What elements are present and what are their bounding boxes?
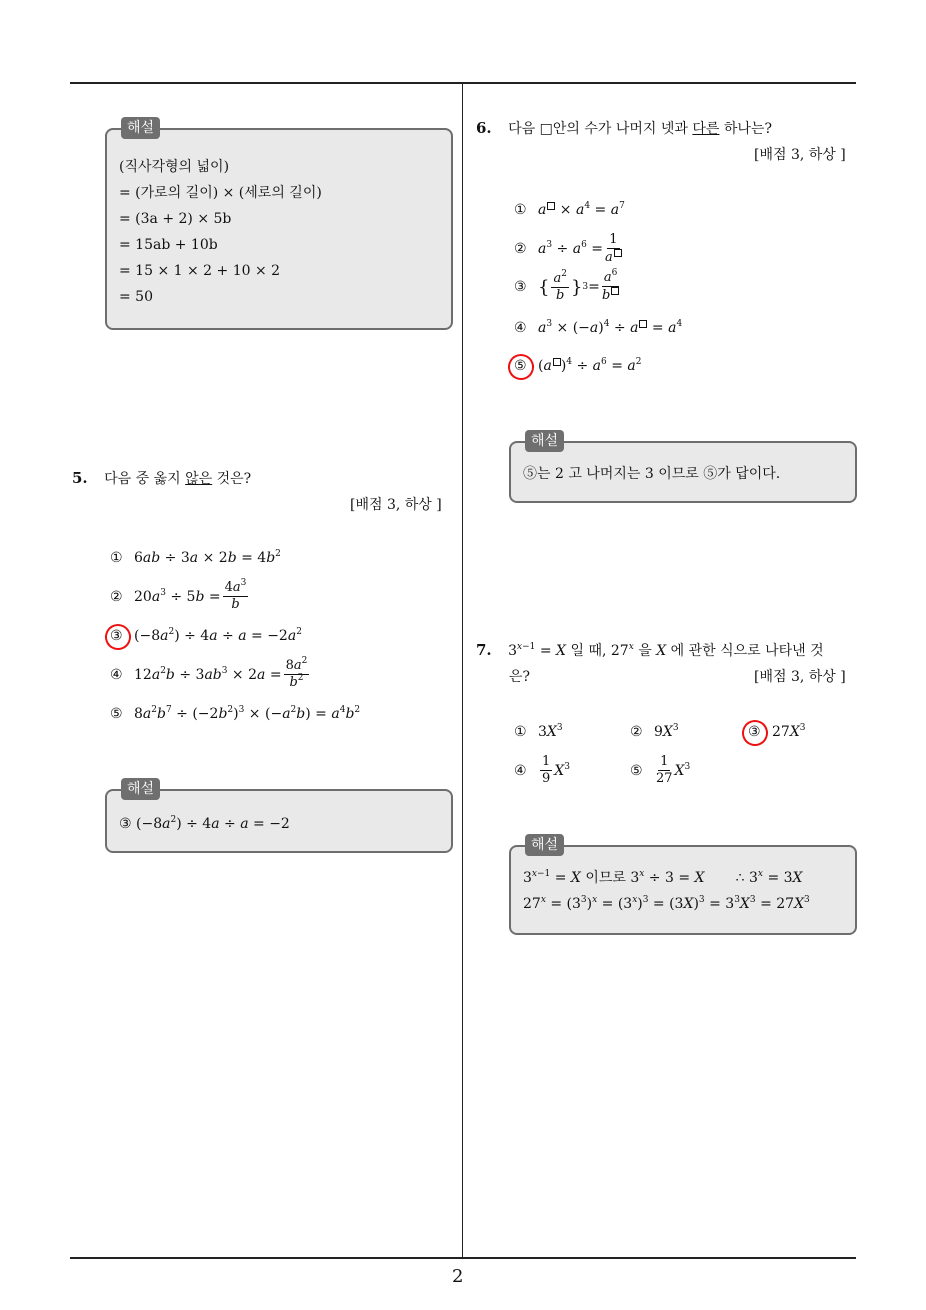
q5-answer-mark: [101, 620, 134, 653]
q5-text: 다음 중 옳지: [104, 471, 186, 487]
q6-solution-line: ⑤는 2 고 나머지는 3 이므로 ⑤가 답이다.: [523, 466, 781, 482]
q4-solution-line: = (3a + 2) × 5b: [119, 211, 232, 227]
solution-label: 해설: [121, 778, 160, 800]
q4-solution-line: = 15ab + 10b: [119, 237, 218, 253]
q7-answer-mark: [738, 716, 771, 749]
q7-solution-box: [509, 837, 857, 935]
bottom-rule: [70, 1257, 856, 1259]
top-rule: [70, 82, 856, 84]
q7-text-line1: $3^{x-1} = X$ 일 때, 27$^x$ 을 X 에 관한 식으로 나타낸 것: [508, 642, 824, 659]
q7-question: [476, 640, 824, 660]
q6-option-1[interactable]: ① $a \times a^4 = a^7$: [514, 201, 625, 218]
column-divider: [462, 84, 463, 1258]
q5-solution-box: [105, 781, 453, 853]
q4-solution-line: (직사각형의 넓이): [119, 159, 230, 175]
q7-number: 7.: [476, 641, 492, 659]
q4-solution-box: [105, 120, 453, 330]
q5-score: [배점 3, 하상 ]: [350, 497, 442, 513]
q5-option-1[interactable]: ① $6ab \div 3a \times 2b = 4b^2$: [110, 549, 281, 566]
solution-label: 해설: [525, 834, 564, 856]
q4-solution-line: = 15 × 1 × 2 + 10 × 2: [119, 263, 281, 279]
q6-answer-mark: [504, 350, 537, 383]
q7-solution-line2: $27^x = (3^3)^x = (3^x)^3 = (3X)^3 = 3^3X^3 = 27X^3$: [523, 895, 810, 912]
q6-solution-box: [509, 433, 857, 503]
solution-label: 해설: [121, 117, 160, 139]
q5-option-2[interactable]: ② $20a^3 \div 5b$ = $\frac{4a^3}{b}$: [110, 578, 247, 612]
q6-option-2[interactable]: ② $a^3 \div a^6$ = $\frac{1}{a}$: [514, 232, 624, 266]
q6-number: 6.: [476, 119, 492, 137]
q5-solution-line: ③ $(-8a^2) \div 4a \div a = -2$: [119, 815, 290, 832]
q6-question: [476, 118, 772, 138]
q7-solution-line1: $3^{x-1} = X$ 이므로 $3^x \div 3 = X$ ∴ $3^x = 3X$: [523, 869, 803, 886]
q7-option-2[interactable]: ② $9X^3$: [630, 723, 679, 740]
q7-option-4[interactable]: ④ $\frac{1}{9}$ $X^3$: [514, 754, 570, 786]
q5-question: [72, 468, 251, 488]
q6-text: 하나는?: [719, 121, 772, 137]
q6-text-underlined: 다른: [692, 121, 720, 137]
q5-text-underlined: 않은: [185, 471, 213, 487]
q6-score: [배점 3, 하상 ]: [754, 147, 846, 163]
q5-option-5[interactable]: ⑤ $8a^2b^7 \div (-2b^2)^3 \times (-a^2b) = a^4b^2$: [110, 705, 361, 722]
q6-text: 다음 □안의 수가 나머지 넷과: [508, 121, 693, 137]
q6-option-3[interactable]: ③ { $\frac{a^2}{b}$ } 3 = $\frac{a^6}{b}$: [514, 268, 618, 303]
q5-option-4[interactable]: ④ $12a^2b \div 3ab^3 \times 2a$ = $\frac{8a^2}{b^2}$: [110, 656, 308, 690]
q5-text: 것은?: [212, 471, 252, 487]
q7-option-1[interactable]: ① $3X^3$: [514, 723, 563, 740]
q7-option-3[interactable]: ③ $27X^3$: [748, 723, 806, 740]
q4-solution-line: = 50: [119, 289, 153, 305]
q5-option-3[interactable]: ③ $(-8a^2) \div 4a \div a = -2a^2$: [110, 627, 302, 644]
q4-solution-line: = (가로의 길이) × (세로의 길이): [119, 185, 322, 201]
q7-score: [배점 3, 하상 ]: [754, 669, 846, 685]
q7-text-line2: 은?: [509, 669, 531, 685]
q5-number: 5.: [72, 469, 88, 487]
q6-option-5[interactable]: ⑤ (a )$^4 \div a^6 = a^2$: [514, 357, 642, 374]
q6-option-4[interactable]: ④ $a^3 \times (-a)^4 \div a = a^4$: [514, 319, 683, 336]
page-number: 2: [452, 1266, 464, 1287]
solution-label: 해설: [525, 430, 564, 452]
q7-option-5[interactable]: ⑤ $\frac{1}{27}$ $X^3$: [630, 754, 691, 786]
